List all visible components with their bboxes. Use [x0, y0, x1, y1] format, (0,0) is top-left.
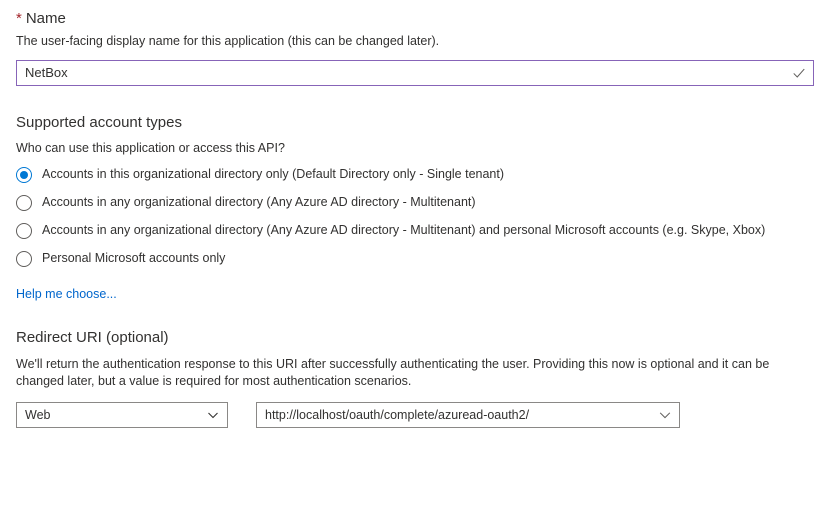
name-label-text: Name [25, 10, 66, 27]
radio-option-personal-only[interactable] [16, 251, 813, 267]
redirect-uri-row [16, 402, 813, 428]
redirect-uri-input[interactable] [257, 403, 679, 427]
radio-icon[interactable] [16, 195, 32, 211]
redirect-uri-helper-text: We'll return the authentication response to this URI after successfully authenticating the user. Providing this now is optional and it can be changed later, but a value is required for most authentication scenarios. [16, 356, 770, 388]
radio-label: Accounts in this organizational directory only (Default Directory only - Single tenant) [42, 167, 505, 182]
radio-option-multitenant[interactable] [16, 195, 813, 211]
name-input-wrapper[interactable] [16, 60, 814, 86]
supported-account-types-title: Supported account types [16, 113, 182, 131]
radio-label: Accounts in any organizational directory (Any Azure AD directory - Multitenant) and personal Microsoft accounts (e.g. Skype, Xbox) [42, 223, 766, 238]
radio-icon[interactable] [16, 251, 32, 267]
redirect-uri-input-wrapper[interactable] [256, 402, 680, 428]
name-input[interactable] [17, 61, 813, 85]
required-asterisk: * [16, 10, 22, 27]
chevron-down-icon [207, 409, 219, 421]
radio-label: Personal Microsoft accounts only [42, 251, 226, 266]
help-me-choose-link[interactable]: Help me choose... [16, 286, 117, 301]
name-field-label [16, 10, 813, 27]
radio-label: Accounts in any organizational directory (Any Azure AD directory - Multitenant) [42, 195, 476, 210]
redirect-uri-title: Redirect URI (optional) [16, 328, 169, 346]
platform-select-value: Web [25, 407, 51, 422]
radio-option-multitenant-personal[interactable] [16, 223, 813, 239]
platform-select[interactable] [16, 402, 228, 428]
radio-icon[interactable] [16, 167, 32, 183]
radio-option-single-tenant[interactable] [16, 167, 813, 183]
radio-icon[interactable] [16, 223, 32, 239]
name-helper-text: The user-facing display name for this application (this can be changed later). [16, 34, 440, 48]
account-types-question: Who can use this application or access this API? [16, 140, 285, 155]
